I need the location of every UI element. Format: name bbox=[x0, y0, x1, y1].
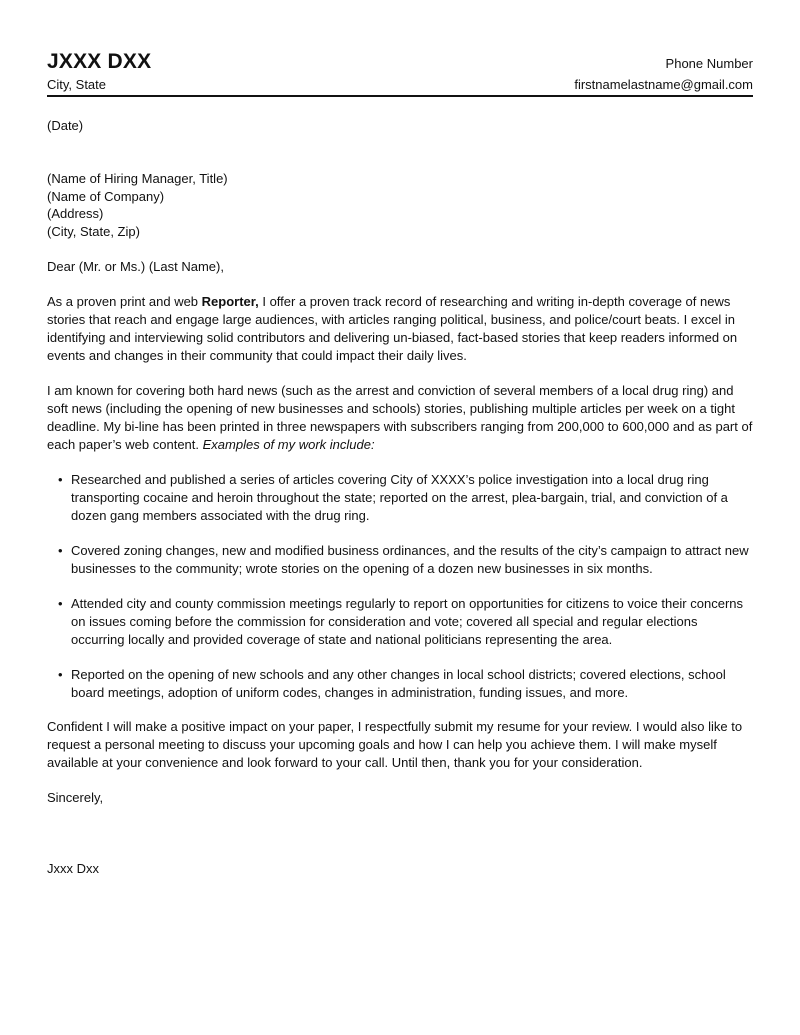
list-item bbox=[47, 666, 753, 702]
closing-paragraph: Confident I will make a positive impact on your paper, I respectfully submit my resume for your review. I would also like to request a personal meeting to discuss your upcoming goals and how I can help you achieve them. I will make myself available at your convenience and look forward to your call. Until then, thank you for your consideration. bbox=[47, 719, 743, 770]
experience-paragraph bbox=[47, 382, 753, 454]
list-item bbox=[47, 595, 753, 649]
recipient-address-block bbox=[47, 170, 753, 240]
list-item-text: Covered zoning changes, new and modified business ordinances, and the results of the city’s campaign to attract new businesses to the community; wrote stories on the opening of a dozen new businesses in six months. bbox=[71, 543, 749, 576]
salutation: Dear (Mr. or Ms.) (Last Name), bbox=[47, 259, 224, 274]
applicant-name: JXXX DXX bbox=[47, 50, 152, 73]
list-item-text: Reported on the opening of new schools and any other changes in local school districts; covered elections, school board meetings, adoption of uniform codes, changes in administration, funding issues, and more. bbox=[71, 667, 726, 700]
list-item-text: Researched and published a series of articles covering City of XXXX’s police investigation into a local drug ring transporting cocaine and heroin throughout the state; reported on the arrest, plea-bargain, trial, and conviction of a dozen gang members associated with the drug ring. bbox=[71, 472, 728, 523]
bullet-icon: • bbox=[58, 596, 63, 611]
bullet-icon: • bbox=[58, 472, 63, 487]
header-bottom-row bbox=[47, 76, 753, 94]
list-item bbox=[47, 471, 753, 525]
work-examples-list bbox=[47, 471, 753, 702]
company-name: (Name of Company) bbox=[47, 188, 165, 204]
sign-off: Sincerely, bbox=[47, 790, 104, 805]
experience-text: I am known for covering both hard news (such as the arrest and conviction of several members of a local drug ring) and soft news (including the opening of new businesses and schools) stories, publishing multiple articles per week on a tight deadline. My bi-line has been printed in three newspapers with subscribers ranging from 200,000 to 600,000 and as part of each paper’s web content. bbox=[47, 383, 753, 452]
company-address: (Address) bbox=[47, 206, 104, 221]
phone-number: Phone Number bbox=[665, 56, 753, 71]
bullet-icon: • bbox=[58, 543, 63, 558]
company-city-state-zip: (City, State, Zip) bbox=[47, 223, 140, 239]
list-item-text: Attended city and county commission meetings regularly to report on opportunities for citizens to voice their concerns on issues coming before the commission for consideration and vote; covered all special and regular elections occurring locally and provided coverage of state and national politicians representing the area. bbox=[71, 596, 744, 647]
signature-name: Jxxx Dxx bbox=[47, 861, 99, 876]
header-top-row bbox=[47, 50, 753, 74]
cover-letter-page bbox=[47, 50, 753, 878]
intro-bold-title: Reporter, bbox=[201, 294, 259, 309]
email-address: firstnamelastname@gmail.com bbox=[574, 77, 753, 92]
letter-date: (Date) bbox=[47, 118, 84, 133]
examples-lead-in: Examples of my work include: bbox=[202, 437, 375, 452]
header-divider bbox=[47, 95, 753, 97]
intro-paragraph bbox=[47, 293, 753, 365]
intro-text-end: I offer a proven track record of researching and writing in-depth coverage of news stories that reach and engage large audiences, with articles ranging political, business, and police/court beats. I excel in identifying and interviewing solid contributors and delivering un-biased, fact-based stories that keep readers informed on events and changes in their community that could impact their daily lives. bbox=[47, 294, 738, 363]
bullet-icon: • bbox=[58, 667, 63, 682]
hiring-manager-name: (Name of Hiring Manager, Title) bbox=[47, 171, 228, 186]
list-item bbox=[47, 542, 753, 578]
applicant-city-state: City, State bbox=[47, 77, 107, 92]
intro-text-start: As a proven print and web bbox=[47, 294, 202, 309]
